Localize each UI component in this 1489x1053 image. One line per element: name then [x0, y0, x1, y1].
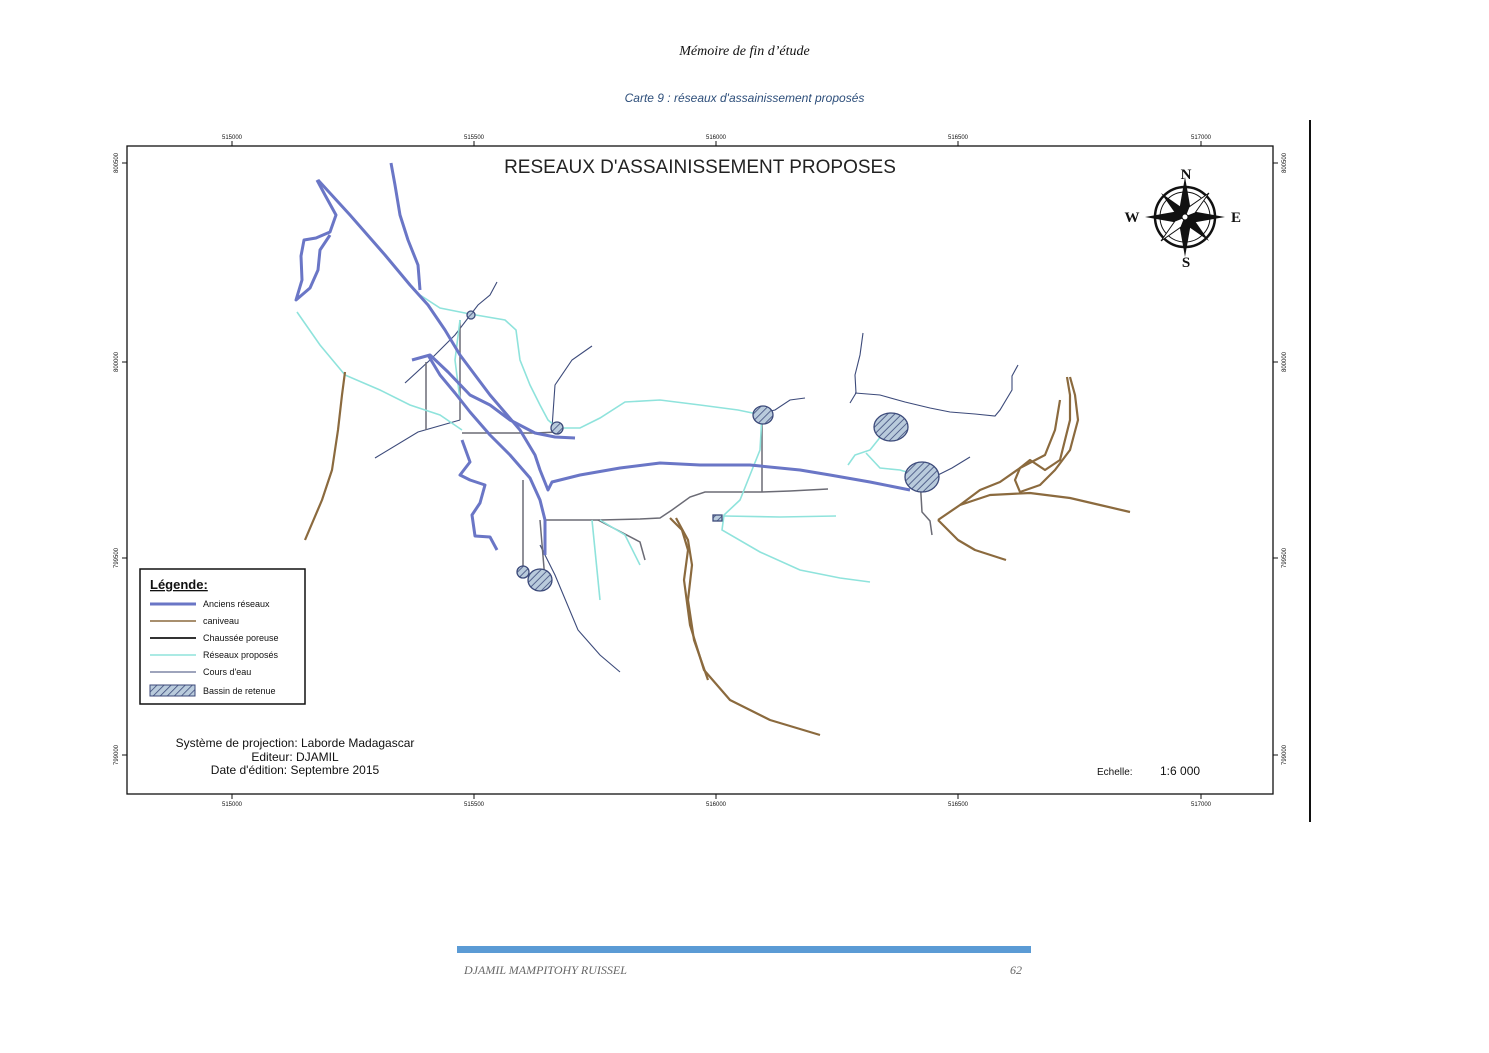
footer-page-number: 62	[1010, 963, 1022, 977]
chaussee-poreuse-lines	[426, 320, 932, 580]
legend-label-reseaux-proposes: Réseaux proposés	[203, 650, 279, 660]
legend-label-anciens-reseaux: Anciens réseaux	[203, 599, 270, 609]
x-tick-bottom-2: 515500	[463, 802, 485, 808]
legend-label-cours-d-eau: Cours d'eau	[203, 667, 252, 677]
footer-accent-bar	[457, 946, 1031, 953]
scale-label: Echelle:	[1097, 767, 1133, 778]
x-tick-bottom-4: 516500	[947, 802, 969, 808]
x-tick-top-3: 516000	[705, 135, 727, 141]
bassin-8	[713, 515, 722, 521]
bassin-2	[551, 422, 563, 434]
map-date-info: Date d'édition: Septembre 2015	[210, 763, 380, 777]
map-projection-info: Système de projection: Laborde Madagascar	[175, 736, 415, 750]
legend-label-bassin-de-retenue: Bassin de retenue	[203, 686, 276, 696]
legend-label-caniveau: caniveau	[203, 616, 240, 626]
y-tick-left-1: 800500	[114, 152, 120, 174]
compass-south-label: S	[1181, 255, 1191, 271]
compass-north-label: N	[1180, 167, 1192, 183]
y-tick-left-3: 799500	[114, 547, 120, 569]
legend-title: Légende:	[150, 577, 208, 592]
x-tick-top-2: 515500	[463, 135, 485, 141]
y-tick-left-2: 800000	[114, 351, 120, 373]
compass-rose-icon	[1145, 177, 1225, 257]
bassin-3	[753, 406, 773, 424]
map-legend	[140, 569, 305, 704]
y-tick-left-4: 799000	[114, 744, 120, 766]
compass-east-label: E	[1230, 210, 1242, 226]
x-tick-top-4: 516500	[947, 135, 969, 141]
y-tick-right-2: 800000	[1282, 351, 1288, 373]
x-tick-bottom-3: 516000	[705, 802, 727, 808]
y-tick-right-3: 799500	[1282, 547, 1288, 569]
legend-label-chaussee-poreuse: Chaussée poreuse	[203, 633, 279, 643]
anciens-reseaux-lines	[296, 163, 910, 555]
bassin-7	[517, 566, 529, 578]
reseaux-proposes-lines	[297, 295, 920, 600]
bassin-6	[528, 569, 552, 591]
bassin-4	[874, 413, 908, 441]
bassin-1	[467, 311, 475, 319]
x-tick-top-1: 515000	[221, 135, 243, 141]
x-tick-bottom-1: 515000	[221, 802, 243, 808]
footer-author: DJAMIL MAMPITOHY RUISSEL	[464, 963, 627, 977]
y-tick-right-1: 800500	[1282, 152, 1288, 174]
caniveau-lines	[305, 372, 1130, 735]
map-title: RESEAUX D'ASSAINISSEMENT PROPOSES	[504, 157, 896, 178]
y-tick-right-4: 799000	[1282, 744, 1288, 766]
document-header-title: Mémoire de fin d’étude	[679, 44, 810, 59]
scale-value: 1:6 000	[1160, 764, 1201, 778]
bassin-5	[905, 462, 939, 492]
x-tick-top-5: 517000	[1190, 135, 1212, 141]
map-editor-info: Editeur: DJAMIL	[251, 750, 339, 764]
compass-west-label: W	[1124, 210, 1140, 226]
map-caption: Carte 9 : réseaux d'assainissement proposés	[624, 91, 865, 105]
x-tick-bottom-5: 517000	[1190, 802, 1212, 808]
